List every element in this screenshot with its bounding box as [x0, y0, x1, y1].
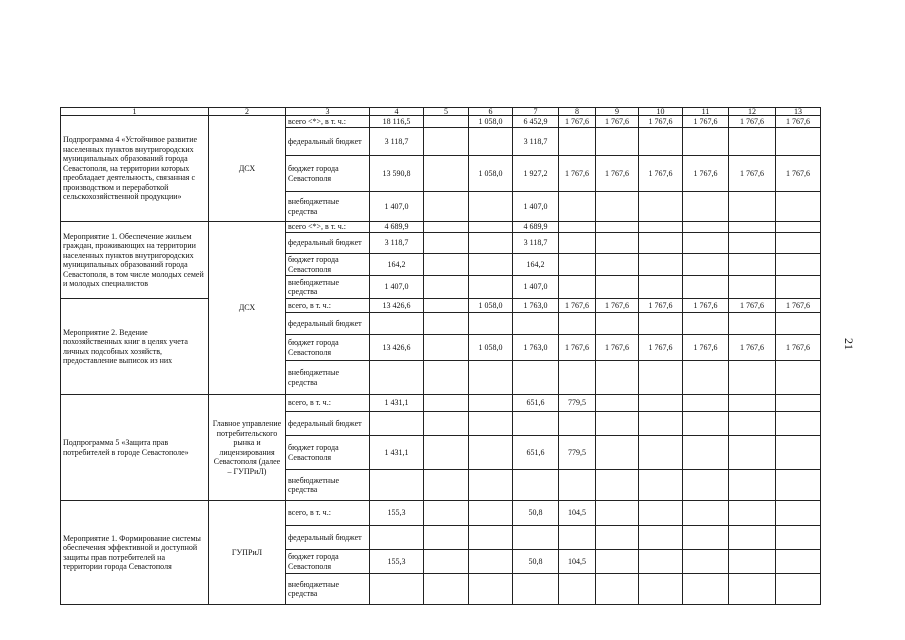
- value-cell: [559, 412, 596, 436]
- value-cell: 1 767,6: [683, 116, 729, 128]
- value-cell: 779,5: [559, 395, 596, 412]
- value-cell: [729, 361, 776, 395]
- value-cell: [559, 276, 596, 299]
- value-cell: [639, 526, 683, 550]
- value-cell: [559, 313, 596, 335]
- value-cell: 1 767,6: [596, 299, 639, 313]
- value-cell: 4 689,9: [513, 222, 559, 233]
- value-cell: [776, 470, 821, 501]
- value-cell: 1 767,6: [639, 299, 683, 313]
- value-cell: [424, 395, 469, 412]
- value-cell: [776, 526, 821, 550]
- value-cell: [513, 574, 559, 605]
- funding-source-cell: федеральный бюджет: [286, 412, 370, 436]
- value-cell: 1 767,6: [639, 116, 683, 128]
- value-cell: [729, 128, 776, 156]
- value-cell: [729, 412, 776, 436]
- value-cell: [424, 526, 469, 550]
- value-cell: [776, 254, 821, 276]
- value-cell: [776, 361, 821, 395]
- value-cell: 1 767,6: [776, 116, 821, 128]
- value-cell: [776, 222, 821, 233]
- value-cell: [559, 574, 596, 605]
- value-cell: [683, 313, 729, 335]
- document-page: [60, 107, 821, 605]
- value-cell: 13 426,6: [370, 335, 424, 361]
- value-cell: 6 452,9: [513, 116, 559, 128]
- program-name-cell: Подпрограмма 4 «Устойчивое развитие населенных пунктов внутригородских муниципальных образований города Севастополя, на территории которых преобладает деятельность, связанная с производством и переработкой сельскохозяйственной продукции»: [61, 116, 209, 222]
- value-cell: [559, 361, 596, 395]
- value-cell: [424, 116, 469, 128]
- value-cell: [424, 412, 469, 436]
- executor-cell: ДСХ: [209, 116, 286, 222]
- value-cell: [370, 574, 424, 605]
- value-cell: 1 767,6: [729, 335, 776, 361]
- funding-source-cell: федеральный бюджет: [286, 233, 370, 254]
- table-row: [61, 116, 821, 128]
- value-cell: 1 767,6: [596, 335, 639, 361]
- funding-source-cell: бюджет города Севастополя: [286, 436, 370, 470]
- value-cell: 3 118,7: [513, 128, 559, 156]
- value-cell: [370, 526, 424, 550]
- value-cell: [683, 501, 729, 526]
- value-cell: 1 767,6: [683, 156, 729, 192]
- value-cell: [559, 222, 596, 233]
- value-cell: [370, 412, 424, 436]
- program-budget-table: [60, 107, 821, 605]
- value-cell: [424, 128, 469, 156]
- value-cell: 1 431,1: [370, 436, 424, 470]
- value-cell: [469, 276, 513, 299]
- value-cell: [596, 128, 639, 156]
- value-cell: 3 118,7: [370, 128, 424, 156]
- program-name-cell: Мероприятие 1. Формирование системы обеспечения эффективной и доступной защиты прав потребителей на территории города Севастополя: [61, 501, 209, 605]
- value-cell: [639, 501, 683, 526]
- value-cell: [776, 233, 821, 254]
- value-cell: [683, 550, 729, 574]
- value-cell: [596, 436, 639, 470]
- program-name-cell: Подпрограмма 5 «Защита прав потребителей в городе Севастополе»: [61, 395, 209, 501]
- value-cell: 50,8: [513, 550, 559, 574]
- value-cell: [683, 276, 729, 299]
- value-cell: 164,2: [370, 254, 424, 276]
- value-cell: 1 767,6: [639, 156, 683, 192]
- value-cell: 4 689,9: [370, 222, 424, 233]
- value-cell: [513, 313, 559, 335]
- table-row: [61, 299, 821, 313]
- value-cell: [513, 412, 559, 436]
- value-cell: [424, 313, 469, 335]
- funding-source-cell: всего <*>, в т. ч.:: [286, 116, 370, 128]
- value-cell: [639, 361, 683, 395]
- value-cell: [370, 313, 424, 335]
- value-cell: [729, 254, 776, 276]
- value-cell: [639, 128, 683, 156]
- value-cell: [596, 550, 639, 574]
- value-cell: 1 767,6: [596, 156, 639, 192]
- value-cell: 155,3: [370, 501, 424, 526]
- value-cell: 13 426,6: [370, 299, 424, 313]
- col-header: 10: [639, 108, 683, 116]
- value-cell: [469, 436, 513, 470]
- funding-source-cell: всего, в т. ч.:: [286, 395, 370, 412]
- value-cell: 1 767,6: [559, 116, 596, 128]
- value-cell: [424, 233, 469, 254]
- value-cell: [596, 412, 639, 436]
- value-cell: [683, 233, 729, 254]
- value-cell: 1 767,6: [639, 335, 683, 361]
- value-cell: 1 407,0: [513, 192, 559, 222]
- funding-source-cell: внебюджетные средства: [286, 276, 370, 299]
- value-cell: [776, 192, 821, 222]
- value-cell: [596, 395, 639, 412]
- value-cell: [424, 156, 469, 192]
- funding-source-cell: внебюджетные средства: [286, 470, 370, 501]
- value-cell: [776, 436, 821, 470]
- value-cell: 18 116,5: [370, 116, 424, 128]
- value-cell: [469, 550, 513, 574]
- value-cell: [776, 501, 821, 526]
- funding-source-cell: всего, в т. ч.:: [286, 501, 370, 526]
- table-row: [61, 395, 821, 412]
- value-cell: [559, 254, 596, 276]
- value-cell: [639, 222, 683, 233]
- value-cell: [776, 313, 821, 335]
- value-cell: [559, 233, 596, 254]
- col-header: 4: [370, 108, 424, 116]
- value-cell: [469, 128, 513, 156]
- value-cell: 50,8: [513, 501, 559, 526]
- executor-cell: ГУПРиЛ: [209, 501, 286, 605]
- value-cell: [683, 192, 729, 222]
- value-cell: [639, 436, 683, 470]
- value-cell: [639, 574, 683, 605]
- col-header: 1: [61, 108, 209, 116]
- col-header: 6: [469, 108, 513, 116]
- funding-source-cell: внебюджетные средства: [286, 361, 370, 395]
- value-cell: [596, 526, 639, 550]
- value-cell: 13 590,8: [370, 156, 424, 192]
- value-cell: [424, 436, 469, 470]
- value-cell: [683, 395, 729, 412]
- value-cell: [776, 128, 821, 156]
- table-row: [61, 501, 821, 526]
- funding-source-cell: внебюджетные средства: [286, 574, 370, 605]
- value-cell: [729, 526, 776, 550]
- value-cell: 1 407,0: [513, 276, 559, 299]
- value-cell: [596, 470, 639, 501]
- col-header: 12: [729, 108, 776, 116]
- value-cell: 3 118,7: [370, 233, 424, 254]
- value-cell: [639, 254, 683, 276]
- value-cell: [424, 299, 469, 313]
- value-cell: [469, 254, 513, 276]
- value-cell: [683, 222, 729, 233]
- value-cell: 1 767,6: [596, 116, 639, 128]
- funding-source-cell: бюджет города Севастополя: [286, 156, 370, 192]
- funding-source-cell: бюджет города Севастополя: [286, 550, 370, 574]
- col-header: 13: [776, 108, 821, 116]
- value-cell: [596, 574, 639, 605]
- value-cell: [596, 361, 639, 395]
- value-cell: [559, 192, 596, 222]
- executor-cell: Главное управление потребительского рынка и лицензирования Севастополя (далее – ГУПРиЛ): [209, 395, 286, 501]
- value-cell: [729, 550, 776, 574]
- program-name-cell: Мероприятие 1. Обеспечение жильем граждан, проживающих на территории населенных пунктов внутригородских муниципальных образований города Севастополя, в том числе молодых семей и молодых специалистов: [61, 222, 209, 299]
- value-cell: 1 767,6: [683, 335, 729, 361]
- value-cell: [683, 470, 729, 501]
- value-cell: 1 431,1: [370, 395, 424, 412]
- value-cell: [596, 276, 639, 299]
- value-cell: [776, 550, 821, 574]
- value-cell: [683, 436, 729, 470]
- col-header: 3: [286, 108, 370, 116]
- page-number: 21: [842, 338, 856, 350]
- col-header: 7: [513, 108, 559, 116]
- value-cell: [559, 526, 596, 550]
- value-cell: 1 763,0: [513, 335, 559, 361]
- value-cell: [776, 276, 821, 299]
- executor-cell: ДСХ: [209, 222, 286, 395]
- value-cell: 1 767,6: [729, 299, 776, 313]
- value-cell: [729, 470, 776, 501]
- value-cell: 104,5: [559, 501, 596, 526]
- col-header: 11: [683, 108, 729, 116]
- value-cell: [424, 501, 469, 526]
- value-cell: [776, 395, 821, 412]
- value-cell: [559, 470, 596, 501]
- value-cell: [469, 412, 513, 436]
- value-cell: [729, 436, 776, 470]
- value-cell: [683, 412, 729, 436]
- col-header: 5: [424, 108, 469, 116]
- value-cell: [729, 222, 776, 233]
- value-cell: 1 767,6: [729, 116, 776, 128]
- value-cell: [639, 470, 683, 501]
- value-cell: [469, 192, 513, 222]
- value-cell: [424, 361, 469, 395]
- value-cell: 1 767,6: [683, 299, 729, 313]
- value-cell: [683, 574, 729, 605]
- value-cell: 1 767,6: [559, 335, 596, 361]
- funding-source-cell: бюджет города Севастополя: [286, 335, 370, 361]
- value-cell: [639, 550, 683, 574]
- value-cell: [513, 361, 559, 395]
- value-cell: [424, 470, 469, 501]
- value-cell: [639, 233, 683, 254]
- value-cell: 1 767,6: [776, 156, 821, 192]
- value-cell: [683, 254, 729, 276]
- value-cell: [469, 222, 513, 233]
- value-cell: [639, 276, 683, 299]
- value-cell: [424, 192, 469, 222]
- value-cell: [729, 501, 776, 526]
- value-cell: [424, 254, 469, 276]
- funding-source-cell: федеральный бюджет: [286, 128, 370, 156]
- col-header: 8: [559, 108, 596, 116]
- table-row: [61, 222, 821, 233]
- value-cell: [469, 526, 513, 550]
- value-cell: [596, 501, 639, 526]
- program-name-cell: Мероприятие 2. Ведение похозяйственных книг в целях учета личных подсобных хозяйств, предоставление выписок из них: [61, 299, 209, 395]
- value-cell: 1 058,0: [469, 156, 513, 192]
- funding-source-cell: всего <*>, в т. ч.:: [286, 222, 370, 233]
- value-cell: [424, 222, 469, 233]
- value-cell: [729, 574, 776, 605]
- funding-source-cell: бюджет города Севастополя: [286, 254, 370, 276]
- value-cell: [639, 412, 683, 436]
- value-cell: 155,3: [370, 550, 424, 574]
- value-cell: [596, 313, 639, 335]
- value-cell: 1 767,6: [559, 299, 596, 313]
- value-cell: [639, 192, 683, 222]
- value-cell: 651,6: [513, 395, 559, 412]
- value-cell: 164,2: [513, 254, 559, 276]
- value-cell: [559, 128, 596, 156]
- value-cell: [683, 128, 729, 156]
- value-cell: [469, 501, 513, 526]
- funding-source-cell: федеральный бюджет: [286, 526, 370, 550]
- value-cell: 104,5: [559, 550, 596, 574]
- col-header: 9: [596, 108, 639, 116]
- value-cell: 1 058,0: [469, 335, 513, 361]
- value-cell: [683, 526, 729, 550]
- value-cell: [469, 395, 513, 412]
- value-cell: [469, 470, 513, 501]
- value-cell: 1 763,0: [513, 299, 559, 313]
- value-cell: [729, 313, 776, 335]
- value-cell: 1 058,0: [469, 299, 513, 313]
- value-cell: 1 058,0: [469, 116, 513, 128]
- value-cell: [776, 412, 821, 436]
- value-cell: [469, 233, 513, 254]
- value-cell: [596, 222, 639, 233]
- value-cell: [424, 276, 469, 299]
- value-cell: 651,6: [513, 436, 559, 470]
- value-cell: 1 767,6: [776, 335, 821, 361]
- value-cell: [639, 313, 683, 335]
- value-cell: [729, 233, 776, 254]
- value-cell: [424, 335, 469, 361]
- value-cell: [513, 526, 559, 550]
- value-cell: 1 927,2: [513, 156, 559, 192]
- value-cell: [596, 233, 639, 254]
- funding-source-cell: федеральный бюджет: [286, 313, 370, 335]
- col-header: 2: [209, 108, 286, 116]
- value-cell: [469, 361, 513, 395]
- value-cell: [469, 313, 513, 335]
- value-cell: [469, 574, 513, 605]
- value-cell: 1 767,6: [559, 156, 596, 192]
- value-cell: [513, 470, 559, 501]
- value-cell: [729, 276, 776, 299]
- value-cell: [596, 192, 639, 222]
- value-cell: 1 767,6: [729, 156, 776, 192]
- value-cell: 1 767,6: [776, 299, 821, 313]
- value-cell: [596, 254, 639, 276]
- value-cell: [424, 574, 469, 605]
- value-cell: [683, 361, 729, 395]
- funding-source-cell: внебюджетные средства: [286, 192, 370, 222]
- column-number-row: [61, 108, 821, 116]
- funding-source-cell: всего, в т. ч.:: [286, 299, 370, 313]
- value-cell: [370, 470, 424, 501]
- value-cell: [729, 192, 776, 222]
- value-cell: [370, 361, 424, 395]
- value-cell: [729, 395, 776, 412]
- value-cell: 3 118,7: [513, 233, 559, 254]
- value-cell: 779,5: [559, 436, 596, 470]
- value-cell: 1 407,0: [370, 276, 424, 299]
- value-cell: [639, 395, 683, 412]
- value-cell: 1 407,0: [370, 192, 424, 222]
- value-cell: [424, 550, 469, 574]
- value-cell: [776, 574, 821, 605]
